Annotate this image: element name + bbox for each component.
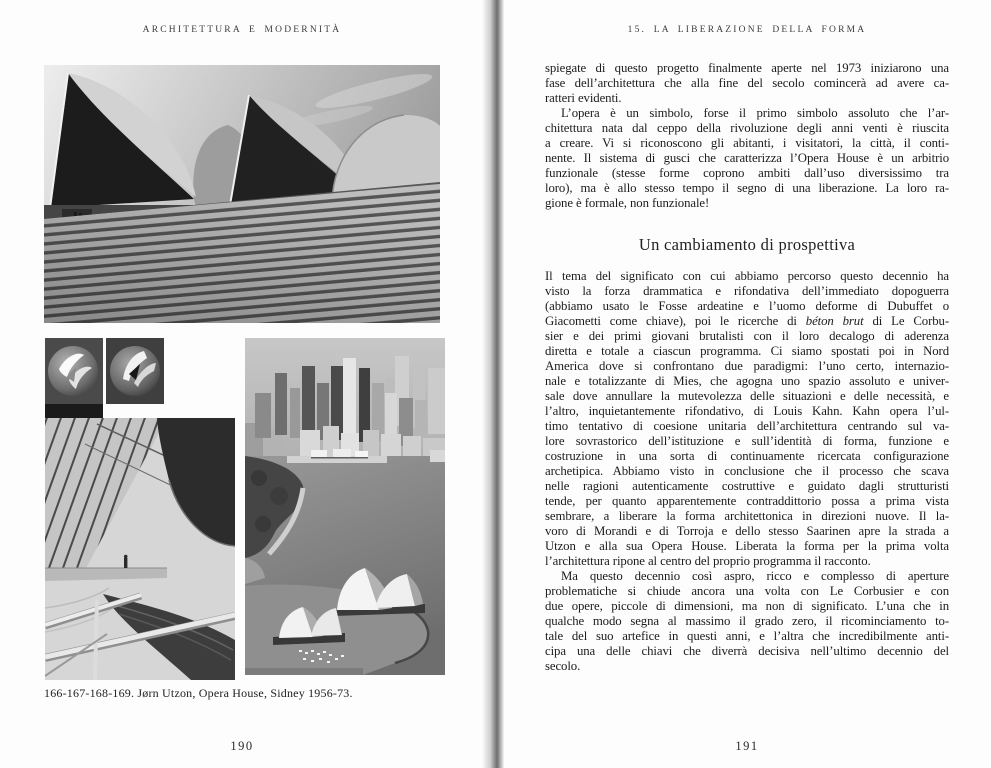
photo-opera-shells-steps (44, 65, 440, 323)
photo-aerial-harbour (245, 338, 445, 675)
interior-illustration (45, 418, 235, 680)
text-line: tale del suo artefice in questi anni, e l’altra che incredibilmente anti- (545, 629, 949, 643)
text-line: chitettura nata dal ceppo della rivoluzione degli anni venti è riuscita (545, 121, 949, 135)
text-line: (abbiamo usato le Fosse ardeatine e l’uomo deforme di Dubuffet o (545, 299, 949, 313)
sphere-study-2 (106, 338, 164, 404)
text-line: ratteri evidenti. (545, 91, 622, 105)
text-line: lore sovrastorico dell’istituzione e sull’identità di forma, funzione e (545, 434, 949, 448)
aerial-illustration (245, 338, 445, 675)
text-line: costruzione in una sorta di continuamente ricercata configurazione (545, 449, 949, 463)
opera-shells-illustration (44, 65, 440, 323)
text-line: spiegate di questo progetto finalmente aperte nel 1973 iniziarono una (545, 61, 949, 75)
text-line: funzionale (stesse forme coprono ambiti dall’uso diversissimo tra (545, 166, 949, 180)
sphere-study-1 (45, 338, 103, 404)
text-line: America dove si confrontano due paradigmi: l’uno certo, internazio- (545, 359, 949, 373)
text-line: nelle ragioni autenticamente costruttive e guidato dagli strutturisti (545, 479, 949, 493)
text-line: visto la forza drammatica e rifondativa dell’immediato dopoguerra (545, 284, 949, 298)
text-line: sier e dei primi giovani brutalisti con il loro decalogo di aderenza (545, 329, 949, 343)
text-line: Giacometti come chiave), poi le ricerche di béton brut di Le Corbu- (545, 314, 949, 328)
right-running-head: 15. LA LIBERAZIONE DELLA FORMA (627, 25, 867, 35)
text-line: archetipica. Abbiamo visto in conclusione che il processo che scava (545, 464, 949, 478)
text-line: nale e totalizzante di Mies, che agogna uno spazio assoluto e univer- (545, 374, 949, 388)
text-line: secolo. (545, 659, 581, 673)
text-line: sembrare, a liberare la forma architettonica in direzioni nuove. Il la- (545, 509, 949, 523)
text-line: voro di Morandi e di Torroja e dello stesso Saarinen apre la strada a (545, 524, 949, 538)
text-line: L’opera è un simbolo, forse il primo simbolo assoluto che l’ar- (561, 106, 949, 120)
text-line: a creare. Vi si riconoscono gli abitanti, i visitatori, la città, il conti- (545, 136, 949, 150)
text-line: loro), ma è allo stesso tempo il segno di una liberazione. La loro ra- (545, 181, 949, 195)
text-line: gione è formale, non funzionale! (545, 196, 710, 210)
text-line: due opere, piccole di dimensioni, ma non di significato. L’una che in (545, 599, 949, 613)
body-text-column (545, 61, 949, 674)
text-line: Ma questo decennio così aspro, ricco e complesso di aperture (561, 569, 949, 583)
text-line: l’altro, inquietantemente rifondativo, di Louis Kahn. Kahn opera l’ul- (545, 404, 949, 418)
text-line: qualche modo segna al massimo il grado zero, il ricominciamento to- (545, 614, 949, 628)
text-line: diretta e totale a ciascun programma. Ci siamo spostati poi in Nord (545, 344, 949, 358)
text-line: tende, per quanto apparentemente contraddittorio possa a prima vista (545, 494, 949, 508)
page-gutter-shadow (482, 0, 510, 768)
paragraph (545, 61, 949, 106)
left-running-head: ARCHITETTURA E MODERNITÀ (142, 25, 342, 35)
right-page-number: 191 (735, 739, 759, 753)
text-line: nente. Il sistema di gusci che caratterizza l’Opera House è un arbitrio (545, 151, 949, 165)
paragraph (545, 106, 949, 211)
figure-strip-shell-studies (45, 338, 225, 404)
text-line: sale dove annullare la mutevolezza delle situazioni e delle necessità, e (545, 389, 949, 403)
text-line: Utzon e alla sua Opera House. Liberata la forma per la prima volta (545, 539, 949, 553)
photo-opera-interior (45, 418, 235, 680)
text-line: Il tema del significato con cui abbiamo percorso questo decennio ha (545, 269, 949, 283)
text-line: problematiche si chiude ancora una volta con Le Corbusier e con (545, 584, 949, 598)
section-heading: Un cambiamento di prospettiva (638, 235, 856, 254)
paragraph (545, 269, 949, 569)
figure-caption: 166-167-168-169. Jørn Utzon, Opera House, Sidney 1956-73. (44, 686, 353, 700)
text-line: timo tentativo di coesione unitaria dell’architettura centrando sul va- (545, 419, 949, 433)
text-line: fase dell’architettura che alla fine del secolo comincerà ad avere ca- (545, 76, 949, 90)
left-page-number: 190 (230, 739, 254, 753)
paragraph (545, 569, 949, 674)
text-line: l’architettura ripone al centro del proprio programma il racconto. (545, 554, 871, 568)
text-line: cipa una delle chiavi che diverrà decisiva nell’ultimo decennio del (545, 644, 949, 658)
